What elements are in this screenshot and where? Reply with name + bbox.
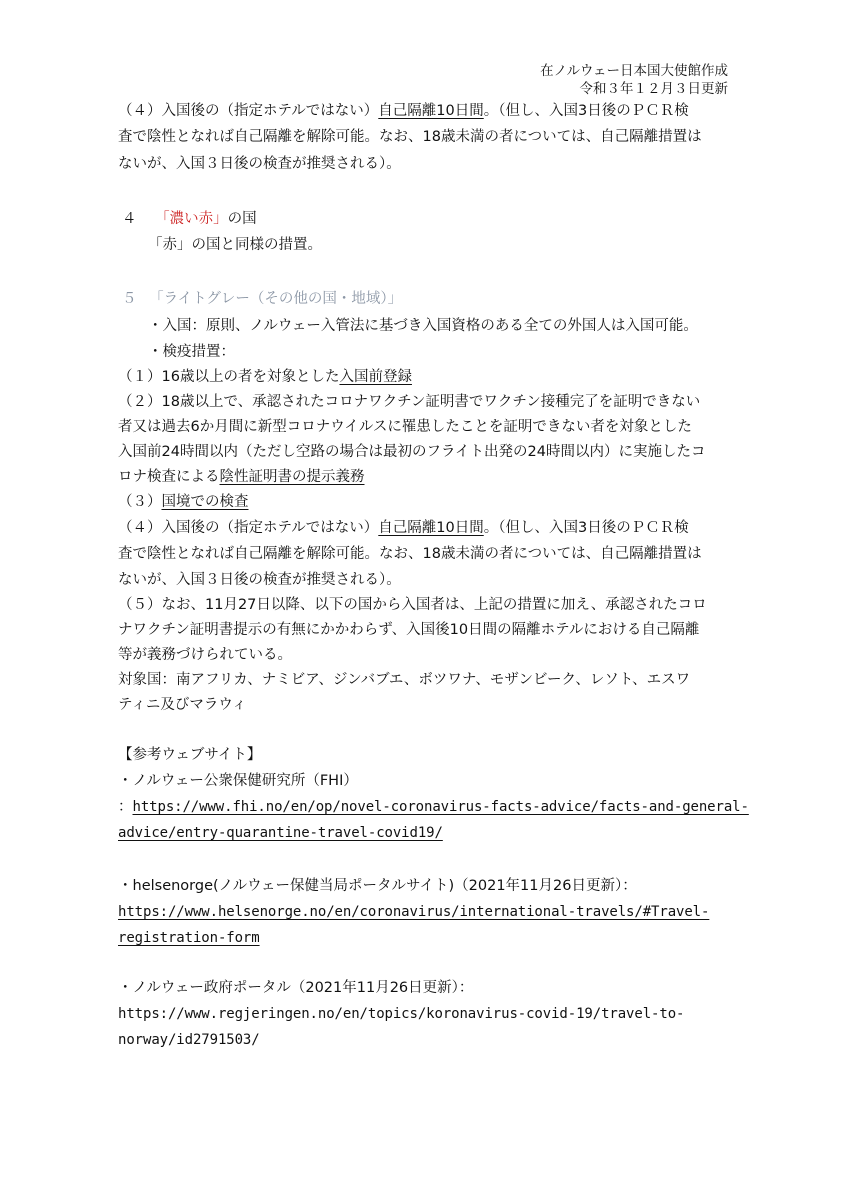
fhi-link-line1: ：https://www.fhi.no/en/op/novel-coronavirus-facts-advice/facts-and-general-	[118, 799, 749, 815]
item5-line2: ナワクチン証明書提示の有無にかかわらず、入国後10日間の隔離ホテルにおける自己隔離	[118, 622, 700, 638]
government-portal-url-line1[interactable]: https://www.regjeringen.no/en/topics/koronavirus-covid-19/travel-to-	[118, 1006, 685, 1022]
helsenorge-link-line2	[118, 928, 260, 948]
item4-line2: 査で陰性となれば自己隔離を解除可能。なお、18歳未満の者については、自己隔離措置は	[118, 546, 702, 562]
section5-heading	[122, 289, 402, 309]
item2-line4: ロナ検査による陰性証明書の提示義務	[118, 469, 365, 485]
top-item4-line3: ないが、入国３日後の検査が推奨される）。	[118, 156, 401, 172]
item2-line1: （２）18歳以上で、承認されたコロナワクチン証明書でワクチン接種完了を証明できない	[118, 394, 701, 410]
top-item4-line1: （４）入国後の（指定ホテルではない）自己隔離10日間。（但し、入国3日後のＰＣＲ検	[118, 103, 689, 119]
section4-heading: ４ 「濃い赤」の国	[122, 211, 257, 227]
item4-line1: （４）入国後の（指定ホテルではない）自己隔離10日間。（但し、入国3日後のＰＣＲ検	[118, 520, 689, 536]
dark-red-label: 「濃い赤」	[155, 211, 228, 227]
fhi-link-line2	[118, 823, 443, 843]
helsenorge-link-line1	[118, 902, 709, 922]
section4-body: 「赤」の国と同様の措置。	[148, 237, 322, 253]
entry-rule: ・入国：原則、ノルウェー入管法に基づき入国資格のある全ての外国人は入国可能。	[148, 318, 698, 334]
references-heading: 【参考ウェブサイト】	[118, 747, 262, 763]
top-item4-line2: 査で陰性となれば自己隔離を解除可能。なお、18歳未満の者については、自己隔離措置は	[118, 129, 702, 145]
item4-line3: ないが、入国３日後の検査が推奨される）。	[118, 572, 401, 588]
update-date: 令和３年１２月３日更新	[579, 81, 728, 97]
government-portal-name: ・ノルウェー政府ポータル（2021年11月26日更新）：	[118, 980, 474, 996]
issuer-text: 在ノルウェー日本国大使館作成	[540, 63, 728, 79]
item5-line3: 等が義務づけられている。	[118, 647, 292, 663]
item2-line2: 者又は過去6か月間に新型コロナウイルスに罹患したことを証明できない者を対象とした	[118, 419, 692, 435]
light-grey-label: 「ライトグレー（その他の国・地域）」	[149, 291, 403, 307]
self-isolation-10-days: 自己隔離10日間	[378, 520, 484, 536]
self-isolation-underlined: 自己隔離10日間	[378, 103, 484, 119]
item5-line1: （５）なお、11月27日以降、以下の国から入国者は、上記の措置に加え、承認されたコロ	[118, 597, 707, 613]
negative-certificate-obligation: 陰性証明書の提示義務	[219, 469, 365, 485]
fhi-name: ・ノルウェー公衆保健研究所（FHI）	[118, 773, 358, 789]
target-countries-line2: ティニ及びマラウィ	[118, 697, 247, 713]
border-testing: 国境での検査	[161, 494, 249, 510]
section4-number: ４	[122, 211, 137, 227]
fhi-link[interactable]: https://www.fhi.no/en/op/novel-coronavirus-facts-advice/facts-and-general-	[132, 799, 749, 815]
item1: （１）16歳以上の者を対象とした入国前登録	[118, 369, 412, 385]
government-portal-url-line2[interactable]: norway/id2791503/	[118, 1032, 260, 1048]
pre-entry-registration: 入国前登録	[339, 369, 412, 385]
item2-line3: 入国前24時間以内（ただし空路の場合は最初のフライト出発の24時間以内）に実施したコ	[118, 444, 706, 460]
section5-number: ５	[122, 291, 137, 307]
target-countries-line1: 対象国：南アフリカ、ナミビア、ジンバブエ、ボツワナ、モザンビーク、レソト、エスワ	[118, 672, 691, 688]
quarantine-measures-label: ・検疫措置：	[148, 344, 235, 360]
helsenorge-name: ・helsenorge(ノルウェー保健当局ポータルサイト)（2021年11月26日更新）：	[118, 878, 637, 894]
helsenorge-link-continued[interactable]: registration-form	[118, 930, 260, 946]
helsenorge-link[interactable]: https://www.helsenorge.no/en/coronavirus/international-travels/#Travel-	[118, 904, 710, 920]
fhi-link-continued[interactable]: advice/entry-quarantine-travel-covid19/	[118, 825, 443, 841]
item3: （３）国境での検査	[118, 494, 249, 510]
